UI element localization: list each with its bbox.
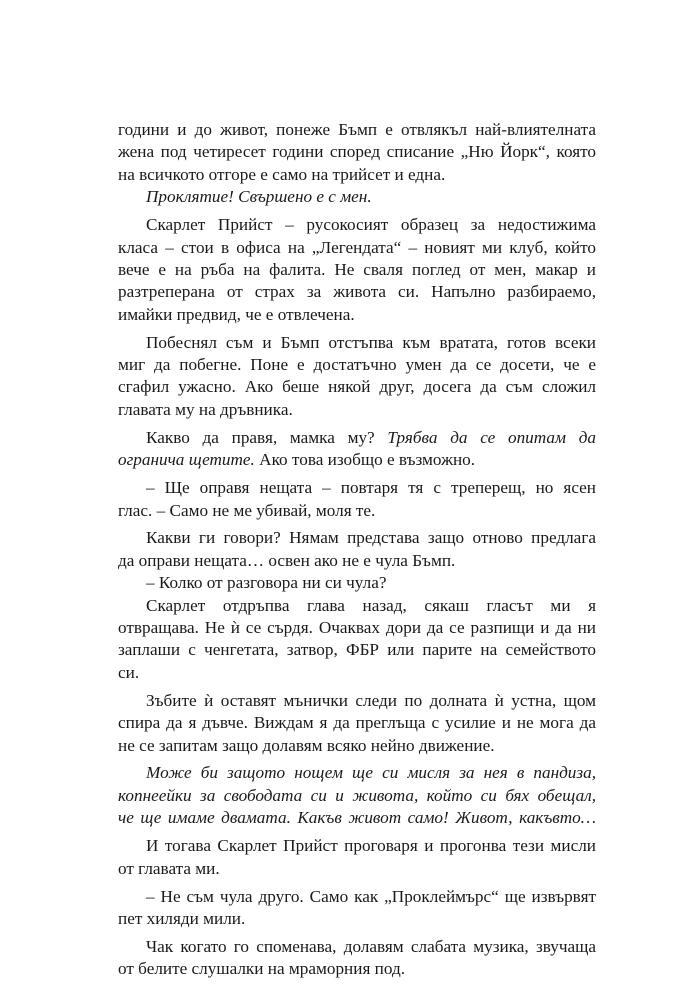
paragraph [118, 527, 596, 572]
page-text [118, 119, 596, 981]
text-line: вече е на ръба на фалита. Не сваля поглед от мен, макар и [118, 259, 596, 279]
paragraph [118, 690, 596, 757]
paragraph [118, 119, 596, 186]
text-line: отвращава. Не ѝ се сърдя. Очаквах дори да се разпищи и да ни [118, 618, 596, 638]
text-line: Скарлет отдръпва глава назад, сякаш гласът ми я [146, 595, 596, 615]
paragraph [118, 886, 596, 931]
paragraph [118, 595, 596, 685]
paragraph [118, 835, 596, 880]
text-line: Зъбите ѝ оставят мънички следи по долната ѝ устна, щом [146, 690, 596, 710]
paragraph [118, 332, 596, 422]
text-line: от главата ми. [118, 858, 220, 878]
text-line: Проклятие! Свършено е с мен. [146, 187, 372, 207]
text-line: – Не съм чула друго. Само как „Проклеймърс“ ще извървят [146, 886, 596, 906]
text-line: И тогава Скарлет Прийст проговаря и прогонва тези мисли [146, 836, 596, 856]
text-line: пет хиляди мили. [118, 908, 246, 928]
text-line: на всичкото отгоре е само на трийсет и една. [118, 164, 446, 184]
text-line: Чак когато го споменава, долавям слабата музика, звучаща [146, 936, 596, 956]
text-line: разтреперана от страх за живота си. Напълно разбираемо, [118, 282, 596, 302]
paragraph [118, 186, 596, 208]
italic-run: огранича щетите. [118, 450, 255, 470]
paragraph [118, 214, 596, 326]
text-line: жена под четиресет години според списание „Ню Йорк“, която [118, 142, 596, 162]
paragraph [118, 427, 596, 472]
italic-run: Трябва да се опитам да [387, 427, 596, 447]
text-line: миг да побегне. Поне е достатъчно умен да се досети, че е [118, 355, 596, 375]
text-line: години и до живот, понеже Бъмп е отвлякъл най-влиятелната [118, 120, 596, 139]
text-line: класа – стои в офиса на „Легендата“ – новият ми клуб, който [118, 237, 596, 257]
text-line: да оправи нещата… освен ако не е чула Бъмп. [118, 550, 456, 570]
text-line: – Ще оправя нещата – повтаря тя с треперещ, но ясен [146, 478, 596, 498]
text-run: Ако това изобщо е възможно. [254, 450, 476, 470]
text-line: Побеснял съм и Бъмп отстъпва към вратата, готов всеки [146, 332, 596, 352]
text-line: Какви ги говори? Нямам представа защо отново предлага [146, 528, 596, 548]
text-line [118, 449, 596, 471]
text-line [118, 427, 596, 449]
text-line: копнеейки за свободата си и живота, който си бях обещал, [118, 785, 596, 805]
text-line: заплаши с ченгетата, затвор, ФБР или парите на семейството [118, 640, 596, 660]
text-line: глас. – Само не ме убивай, моля те. [118, 500, 376, 520]
text-line: – Колко от разговора ни си чула? [146, 573, 387, 593]
text-line: от белите слушалки на мраморния под. [118, 959, 405, 979]
paragraph [118, 936, 596, 981]
text-line: главата му на дръвника. [118, 399, 293, 419]
paragraph [118, 477, 596, 522]
text-line: не се запитам защо долавям всяко нейно движение. [118, 735, 495, 755]
text-line: спира да я дъвче. Виждам я да преглъща с усилие и не мога да [118, 713, 596, 733]
paragraph [118, 762, 596, 829]
text-line: че ще имаме двамата. Какъв живот само! Живот, какъвто… [118, 808, 596, 828]
text-line: имайки предвид, че е отвлечена. [118, 304, 355, 324]
text-line: Може би защото нощем ще си мисля за нея в пандиза, [146, 763, 596, 783]
paragraph [118, 572, 596, 594]
text-line: Скарлет Прийст – русокосият образец за недостижима [146, 215, 596, 235]
text-run: Какво да правя, мамка му? [146, 427, 388, 447]
text-line: сгафил ужасно. Ако беше някой друг, досега да съм сложил [118, 377, 596, 397]
text-line: си. [118, 662, 140, 682]
